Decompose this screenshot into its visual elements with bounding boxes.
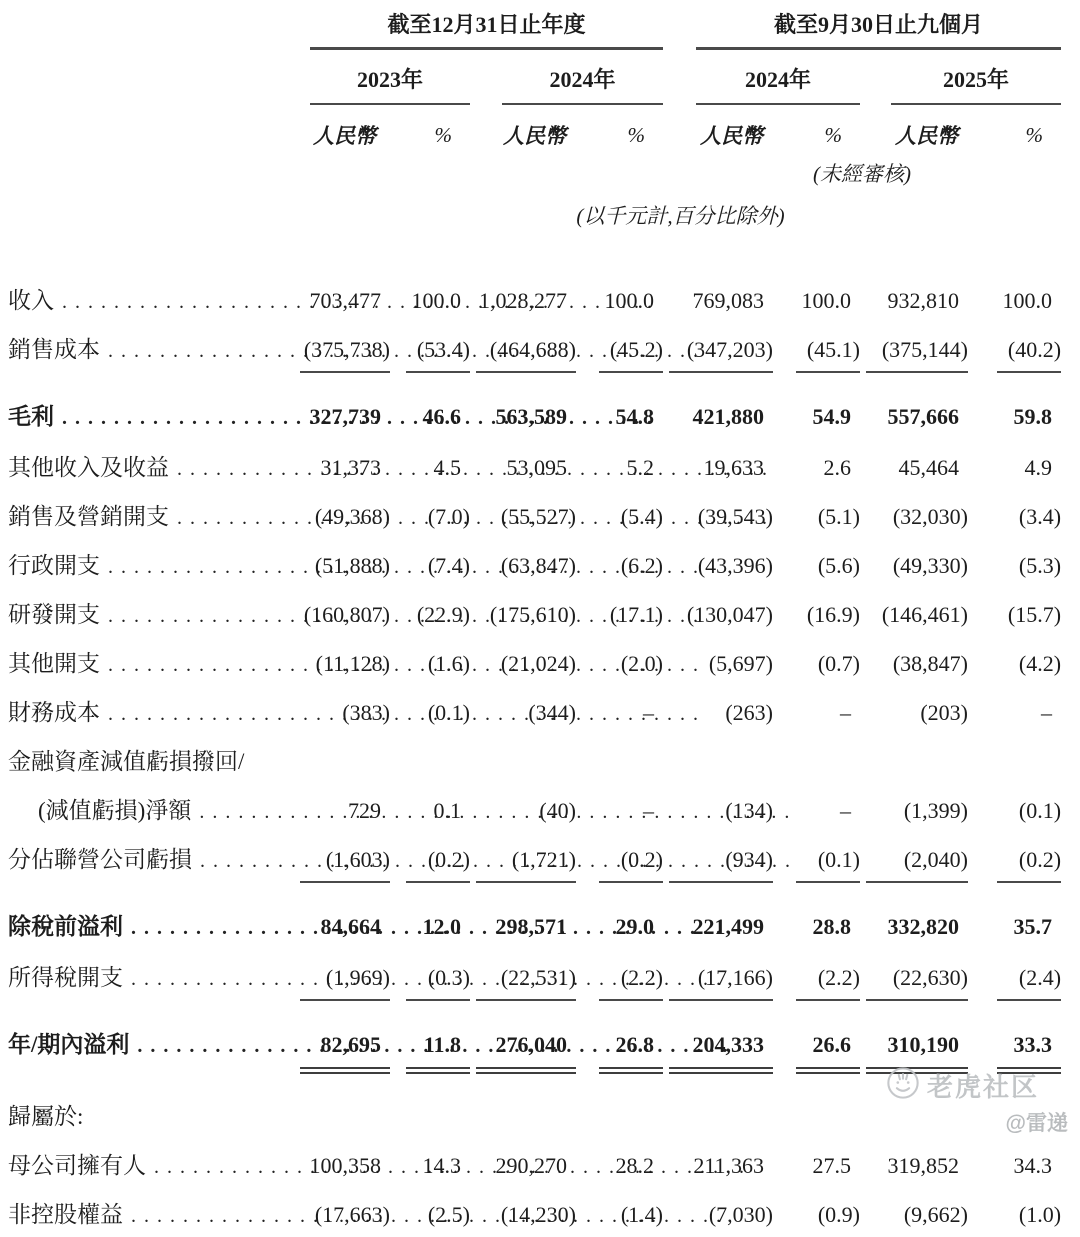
value-cell: 290,270 (495, 1153, 567, 1179)
value-cell: 221,499 (692, 914, 765, 940)
year-cell (300, 50, 470, 105)
period-group-cell (300, 0, 663, 50)
year-header-2023: 2023年 (310, 63, 470, 105)
value-cell: (21,024) (500, 651, 576, 677)
percent-cell: 35.7 (1013, 914, 1053, 940)
row-label-text: 分佔聯營公司虧損 (8, 847, 192, 873)
value-cell: 82,695 (300, 1014, 386, 1090)
percent-cell: (5.1) (817, 504, 861, 530)
value-cell: 19,633 (703, 455, 765, 481)
percent-cell: (5.3) (1018, 553, 1062, 579)
row-label (0, 539, 300, 588)
percent-cell: (53.4) (386, 323, 470, 386)
percent-cell: (15.7) (1007, 602, 1062, 628)
table-row (0, 735, 1061, 784)
row-label (0, 1090, 1061, 1139)
value-cell: (55,527) (500, 504, 576, 530)
unaudited-note-row (0, 150, 1061, 188)
value-cell: 276,040 (470, 1014, 576, 1090)
unit-header-row (0, 105, 1061, 150)
year-header-2024: 2024年 (502, 63, 663, 105)
percent-cell: 100.0 (801, 288, 852, 314)
row-label (0, 1014, 300, 1090)
row-label-text: 銷售成本 (8, 337, 100, 363)
row-label (0, 686, 300, 735)
watermark-community: 老虎社区 (927, 1072, 1040, 1102)
table-row (0, 490, 1061, 539)
percent-cell: 14.3 (422, 1153, 461, 1179)
row-label (0, 784, 300, 833)
table-row (0, 896, 1061, 951)
table-row (0, 686, 1061, 735)
percent-cell: (0.2) (386, 833, 470, 896)
corner-spacer (0, 105, 300, 150)
percent-cell: 100.0 (1002, 288, 1053, 314)
percent-cell: (22.9) (416, 602, 470, 628)
percent-cell: 34.3 (1013, 1153, 1053, 1179)
value-cell: (263) (725, 700, 774, 726)
percent-cell: (0.9) (817, 1202, 861, 1228)
value-cell: (175,610) (489, 602, 576, 628)
percent-cell: (2.4) (968, 951, 1061, 1014)
row-label-text: 銷售及營銷開支 (8, 504, 169, 530)
value-cell: 45,464 (898, 455, 960, 481)
percent-cell: 5.2 (626, 455, 655, 481)
percent-cell: 100.0 (604, 288, 655, 314)
percent-cell: (5.4) (620, 504, 664, 530)
percent-cell: – (643, 700, 655, 726)
row-label-text: 非控股權益 (8, 1202, 123, 1228)
value-cell: (9,662) (903, 1202, 969, 1228)
value-cell: (11,128) (315, 651, 390, 677)
percent-cell: (40.2) (968, 323, 1061, 386)
percent-cell: (2.2) (773, 951, 860, 1014)
watermark-author: @雷递 (1005, 1112, 1068, 1135)
currency-header: 人民幣 (700, 124, 764, 149)
row-label-text: 所得稅開支 (8, 965, 123, 991)
year-header-2024-9m: 2024年 (696, 63, 860, 105)
value-cell: 932,810 (887, 288, 960, 314)
row-label (0, 386, 300, 441)
percent-cell: (2.5) (427, 1202, 470, 1228)
value-cell: (464,688) (470, 323, 576, 386)
table-row (0, 1188, 1061, 1237)
value-cell: (51,888) (314, 553, 390, 579)
row-label-text: 除稅前溢利 (8, 914, 123, 940)
value-cell: (39,543) (697, 504, 774, 530)
value-cell: 84,664 (320, 914, 381, 940)
percent-cell: – (643, 798, 655, 824)
value-cell: (383) (342, 700, 390, 726)
year-header-2025-9m: 2025年 (891, 63, 1061, 105)
value-cell: (49,330) (892, 553, 969, 579)
corner-spacer (0, 50, 300, 105)
row-label-text: 歸屬於: (8, 1104, 84, 1130)
row-label (0, 490, 300, 539)
percent-cell: 4.9 (1024, 455, 1053, 481)
value-cell: (130,047) (686, 602, 774, 628)
table-body (0, 270, 1061, 1237)
percent-cell: – (840, 700, 852, 726)
percent-cell: 28.2 (615, 1153, 655, 1179)
row-label-text: 其他開支 (8, 651, 100, 677)
row-label-text: 其他收入及收益 (8, 455, 169, 481)
value-cell: (40) (539, 798, 576, 824)
row-label-text: 母公司擁有人 (8, 1153, 146, 1179)
percent-cell: 26.6 (773, 1014, 860, 1090)
percent-cell: (17.1) (609, 602, 664, 628)
table-row (0, 833, 1061, 896)
row-label (0, 1139, 300, 1188)
percent-cell: (1.4) (620, 1202, 664, 1228)
value-cell: (375,144) (860, 323, 968, 386)
percent-cell: (0.3) (386, 951, 470, 1014)
value-cell: (1,399) (903, 798, 969, 824)
percent-cell: 59.8 (1013, 404, 1053, 430)
value-cell: (5,697) (708, 651, 774, 677)
value-cell: (934) (663, 833, 773, 896)
percent-cell: (0.1) (1018, 798, 1062, 824)
percent-cell: 33.3 (968, 1014, 1061, 1090)
value-cell: 298,571 (495, 914, 567, 940)
value-cell: 563,589 (495, 404, 567, 430)
percent-cell: (45.2) (576, 323, 663, 386)
row-label (0, 735, 1061, 784)
value-cell: (22,630) (860, 951, 968, 1014)
percent-cell: (16.9) (806, 602, 861, 628)
row-label-text: 年/期內溢利 (8, 1032, 130, 1058)
value-cell: 769,083 (692, 288, 765, 314)
percent-cell: 46.6 (422, 404, 461, 430)
value-cell: (1,721) (470, 833, 576, 896)
table-row (0, 951, 1061, 1014)
value-cell: (203) (920, 700, 969, 726)
row-label (0, 1188, 300, 1237)
note-spacer (0, 188, 300, 270)
year-cell (663, 50, 860, 105)
units-note: (以千元計,百分比除外) (576, 204, 785, 229)
period-group-header-9m: 截至9月30日止九個月 (696, 12, 1061, 50)
table-row (0, 1014, 1061, 1090)
value-cell: (375,738) (300, 323, 386, 386)
percent-cell: (3.4) (1018, 504, 1062, 530)
percent-cell: (0.1) (427, 700, 470, 726)
table-row (0, 386, 1061, 441)
row-label (0, 833, 300, 896)
row-label (0, 588, 300, 637)
percent-cell: 100.0 (411, 288, 461, 314)
percent-cell: 12.0 (422, 914, 461, 940)
year-cell (470, 50, 663, 105)
table-row (0, 539, 1061, 588)
percent-header: % (434, 122, 452, 147)
row-label (0, 270, 300, 323)
currency-header: 人民幣 (313, 124, 376, 149)
row-label-text: 收入 (8, 288, 54, 314)
row-label (0, 896, 300, 951)
row-label (0, 637, 300, 686)
percent-cell: 54.8 (615, 404, 655, 430)
value-cell: (14,230) (500, 1202, 576, 1228)
row-label-text: 金融資產減值虧損撥回/ (8, 749, 245, 775)
year-row (0, 50, 1061, 105)
row-label-text: 研發開支 (8, 602, 100, 628)
row-label-text: 財務成本 (8, 700, 100, 726)
value-cell: 1,028,277 (479, 288, 567, 314)
value-cell: (134) (725, 798, 774, 824)
percent-cell: (5.6) (817, 553, 861, 579)
value-cell: 31,373 (320, 455, 381, 481)
value-cell: 421,880 (692, 404, 765, 430)
percent-cell: – (840, 798, 852, 824)
value-cell: 53,095 (506, 455, 567, 481)
table-row (0, 588, 1061, 637)
value-cell: (2,040) (860, 833, 968, 896)
percent-cell: (0.2) (576, 833, 663, 896)
table-row (0, 1139, 1061, 1188)
row-label (0, 951, 300, 1014)
note-spacer (0, 150, 663, 188)
period-group-header-fy: 截至12月31日止年度 (310, 12, 663, 50)
value-cell: (344) (528, 700, 576, 726)
percent-cell: – (1041, 700, 1053, 726)
percent-cell: (0.2) (968, 833, 1061, 896)
value-cell: 310,190 (860, 1014, 968, 1090)
value-cell: (63,847) (500, 553, 576, 579)
value-cell: 557,666 (887, 404, 960, 430)
percent-cell: (7.4) (427, 553, 470, 579)
value-cell: 332,820 (887, 914, 960, 940)
value-cell: (146,461) (881, 602, 969, 628)
value-cell: (17,663) (314, 1202, 390, 1228)
percent-header: % (824, 122, 843, 147)
row-label (0, 323, 300, 386)
value-cell: (43,396) (697, 553, 774, 579)
table-row (0, 784, 1061, 833)
percent-cell: 27.5 (812, 1153, 852, 1179)
value-cell: 100,358 (309, 1153, 381, 1179)
value-cell: (1,969) (300, 951, 386, 1014)
row-label-text: 行政開支 (8, 553, 100, 579)
period-group-row (0, 0, 1061, 50)
value-cell: 211,363 (693, 1153, 765, 1179)
row-label-text: (減值虧損)淨額 (38, 798, 192, 824)
percent-cell: (0.7) (817, 651, 861, 677)
table-row (0, 637, 1061, 686)
value-cell: (7,030) (708, 1202, 774, 1228)
value-cell: (49,368) (314, 504, 390, 530)
value-cell: (22,531) (470, 951, 576, 1014)
percent-cell: (7.0) (427, 504, 470, 530)
units-note-row (0, 188, 1061, 270)
percent-cell: 54.9 (812, 404, 852, 430)
value-cell: 319,852 (887, 1153, 960, 1179)
percent-cell: (2.0) (620, 651, 664, 677)
percent-cell: 29.0 (615, 914, 655, 940)
value-cell: (32,030) (892, 504, 969, 530)
percent-header: % (627, 122, 646, 147)
unaudited-note: (未經審核) (813, 162, 912, 187)
table-row (0, 1090, 1061, 1139)
percent-cell: (1.0) (1018, 1202, 1062, 1228)
percent-cell: 11.8 (386, 1014, 470, 1090)
value-cell: (38,847) (892, 651, 969, 677)
table-row (0, 441, 1061, 490)
percent-cell: (2.2) (576, 951, 663, 1014)
value-cell: 729 (348, 798, 381, 824)
value-cell: (160,807) (303, 602, 390, 628)
percent-cell: 26.8 (576, 1014, 663, 1090)
currency-header: 人民幣 (503, 124, 566, 149)
period-group-cell (663, 0, 1061, 50)
percent-cell: 4.5 (433, 455, 461, 481)
percent-cell: 28.8 (812, 914, 852, 940)
percent-cell: 0.1 (433, 798, 461, 824)
percent-cell: (6.2) (620, 553, 664, 579)
value-cell: (17,166) (663, 951, 773, 1014)
value-cell: (1,603) (300, 833, 386, 896)
table-row (0, 270, 1061, 323)
year-cell (860, 50, 1061, 105)
value-cell: 204,333 (663, 1014, 773, 1090)
percent-cell: (4.2) (1018, 651, 1062, 677)
row-label-text: 毛利 (8, 404, 54, 430)
table-row (0, 323, 1061, 386)
corner-spacer (0, 0, 300, 50)
percent-cell: (1.6) (427, 651, 470, 677)
value-cell: 703,477 (309, 288, 381, 314)
value-cell: (347,203) (663, 323, 773, 386)
value-cell: 327,739 (309, 404, 381, 430)
percent-cell: (0.1) (773, 833, 860, 896)
percent-cell: 2.6 (823, 455, 852, 481)
currency-header: 人民幣 (895, 124, 959, 149)
row-label (0, 441, 300, 490)
percent-cell: (45.1) (773, 323, 860, 386)
percent-header: % (1025, 122, 1044, 147)
